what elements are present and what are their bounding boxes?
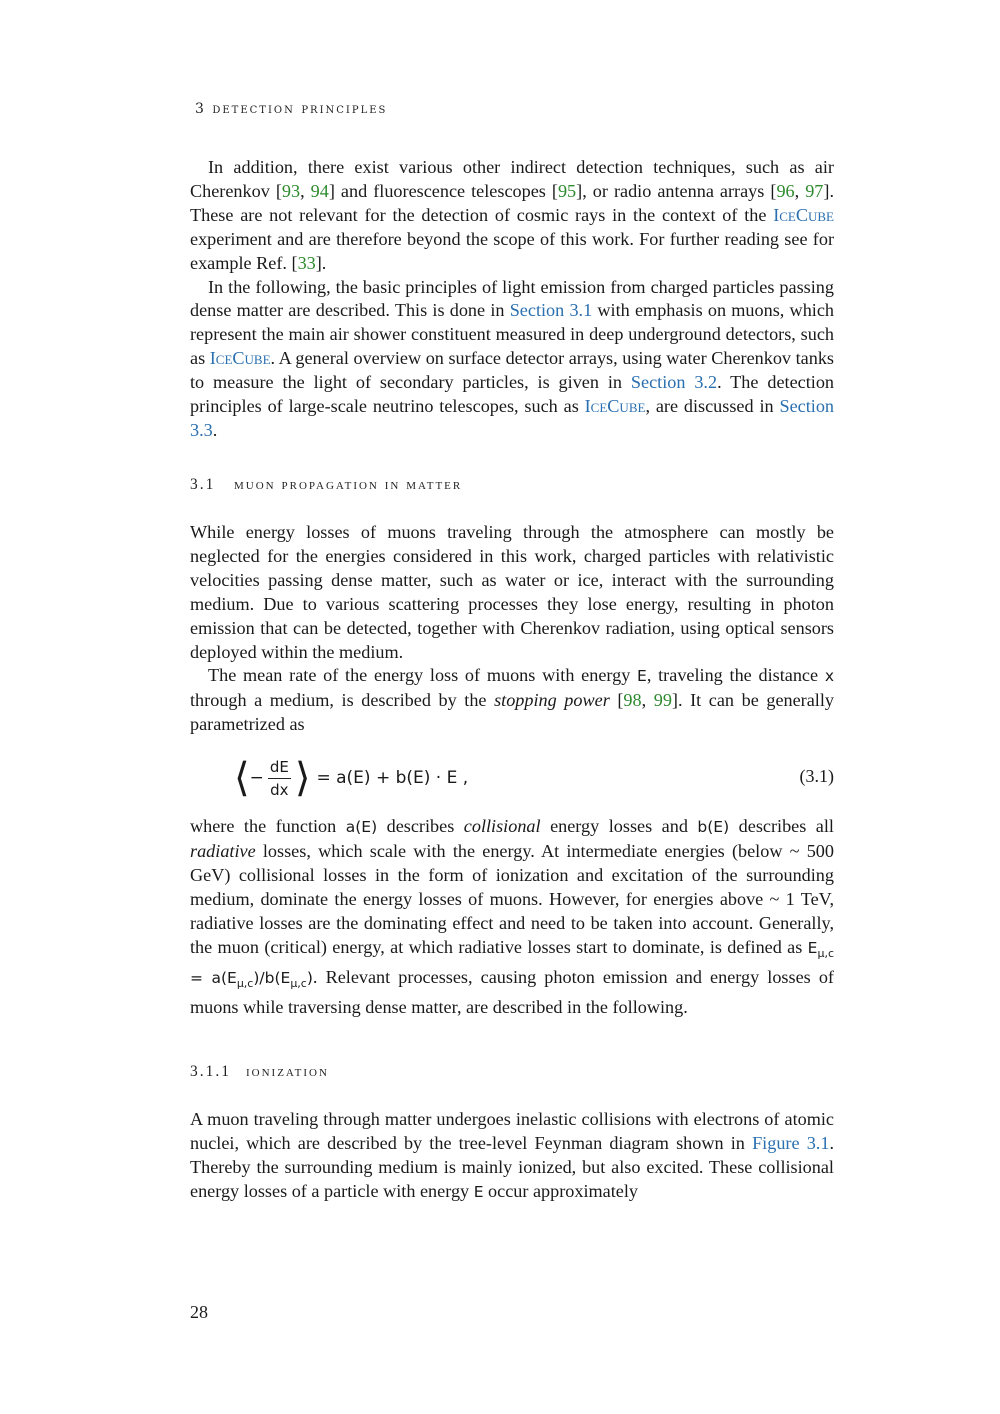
paragraph-1 [190, 156, 834, 443]
text: energy losses and [540, 816, 698, 836]
section-heading-3-1-1 [190, 1063, 329, 1081]
subscript: μ,c [290, 976, 307, 990]
citation-94[interactable]: 94 [310, 180, 329, 201]
equation-rhs: = a(E) + b(E) · E , [316, 768, 469, 788]
math-x: x [824, 667, 834, 686]
text: where the function [190, 816, 346, 836]
equation-3-1 [190, 754, 834, 802]
citation-97[interactable]: 97 [805, 180, 824, 201]
text: , [300, 180, 311, 201]
text: ]. These are not relevant for the detection of cosmic rays in the context of the [190, 180, 834, 225]
text: . [212, 419, 218, 440]
citation-95[interactable]: 95 [557, 180, 577, 201]
text: ]. [315, 252, 327, 273]
text: , [641, 690, 654, 711]
left-angle-bracket: ⟨ [234, 755, 250, 801]
text: describes [377, 816, 464, 836]
math-E: E [473, 1182, 484, 1201]
equation-body [234, 754, 468, 802]
citation-99[interactable]: 99 [653, 690, 672, 711]
text: , traveling the distance [646, 665, 825, 686]
citation-93[interactable]: 93 [281, 180, 301, 201]
text: , [794, 180, 806, 201]
section-title: muon propagation in matter [234, 476, 463, 493]
section-number: 3.1 [190, 476, 216, 493]
running-head: 3 detection principles [195, 101, 388, 117]
text: In addition, there exist various other indirect detection techniques, such as air Cherenkov [ [190, 157, 834, 201]
radiative-term: radiative [190, 840, 256, 861]
page-number: 28 [190, 1302, 208, 1322]
math-part: E [807, 938, 818, 957]
paragraph-3 [190, 521, 834, 737]
figure-3-1-link[interactable]: Figure 3.1 [752, 1132, 830, 1153]
citation-33[interactable]: 33 [297, 252, 316, 273]
text: experiment and are therefore beyond the scope of this work. For further reading see for example Ref. [ [190, 228, 834, 273]
stopping-power-term: stopping power [494, 690, 610, 711]
section-3-2-link[interactable]: Section 3.2 [630, 372, 718, 393]
math-E: E [637, 667, 647, 686]
math-part: ) [306, 968, 313, 987]
text: In the following, the basic principles of light emission from charged particles passing dense matter are described. This is done in [190, 276, 834, 321]
text: ] and fluorescence telescopes [ [328, 180, 558, 201]
icecube-link[interactable]: IceCube [773, 204, 834, 225]
math-aE: a(E) [345, 818, 378, 836]
citation-96[interactable]: 96 [776, 180, 795, 201]
icecube-link[interactable]: IceCube [584, 396, 646, 417]
math-part: )/b(E [253, 968, 291, 987]
text: through a medium, is described by the [190, 690, 495, 711]
section-3-3-link[interactable]: Section 3.3 [190, 396, 835, 440]
text: A muon traveling through matter undergoes inelastic collisions with electrons of atomic nuclei, which are described by the tree-level Feynman diagram shown in [190, 1109, 834, 1153]
minus-sign: − [249, 768, 264, 788]
text: ], or radio antenna arrays [ [576, 180, 777, 201]
subscript: μ,c [236, 976, 254, 990]
paragraph-text: While energy losses of muons traveling through the atmosphere can mostly be neglected for the energies considered in this work, charged particles with relativistic velocities passing dense matter, such as water or ice, interact with the surrounding medium. Due to various scattering processes they lose energy, resulting in photon emission that can be detected, together with Cherenkov radiation, using optical sensors deployed within the medium. [190, 522, 834, 662]
section-heading-3-1 [190, 476, 462, 494]
numerator: dE [268, 758, 291, 779]
text: describes all [729, 816, 834, 836]
math-bE: b(E) [697, 818, 730, 836]
paragraph-6 [190, 1108, 834, 1205]
text: The mean rate of the energy loss of muons with energy [208, 665, 638, 686]
collisional-term: collisional [463, 816, 541, 836]
text: . The detection principles of large-scale neutrino telescopes, such as [190, 372, 835, 417]
text: [ [609, 690, 624, 711]
citation-98[interactable]: 98 [623, 690, 642, 711]
text: , are discussed in [645, 396, 780, 417]
text: losses, which scale with the energy. At intermediate energies (below ~ 500 GeV) collisional losses in the form of ionization and excitation of the surrounding medium, dominate the energy losses of muons. However, for energies above ~ 1 TeV, radiative losses are the dominating effect and need to be taken into account. Generally, the muon (critical) energy, at which radiative losses start to dominate, is defined as [190, 840, 834, 957]
paragraph-5 [190, 815, 834, 1019]
math-part: = a(E [190, 968, 237, 987]
subscript: μ,c [817, 946, 834, 960]
text: . A general overview on surface detector arrays, using water Cherenkov tanks to measure the light of secondary particles, is given in [190, 348, 834, 393]
text: . Thereby the surrounding medium is mainly ionized, but also excited. These collisional energy losses of a particle with energy [190, 1132, 834, 1201]
section-number: 3.1.1 [190, 1063, 231, 1080]
denominator: dx [270, 780, 289, 799]
text: with emphasis on muons, which represent the main air shower constituent measured in deep underground detectors, such as [190, 300, 835, 369]
text: . Relevant processes, causing photon emission and energy losses of muons while traversing dense matter, are described in the following. [190, 966, 834, 1017]
equation-number: (3.1) [799, 766, 834, 786]
text: occur approximately [483, 1180, 639, 1201]
section-3-1-link[interactable]: Section 3.1 [509, 300, 593, 321]
right-angle-bracket: ⟩ [294, 755, 311, 801]
icecube-link[interactable]: IceCube [209, 348, 271, 369]
section-title: ionization [246, 1063, 329, 1080]
text: ]. It can be generally parametrized as [190, 690, 835, 735]
fraction [268, 758, 291, 799]
